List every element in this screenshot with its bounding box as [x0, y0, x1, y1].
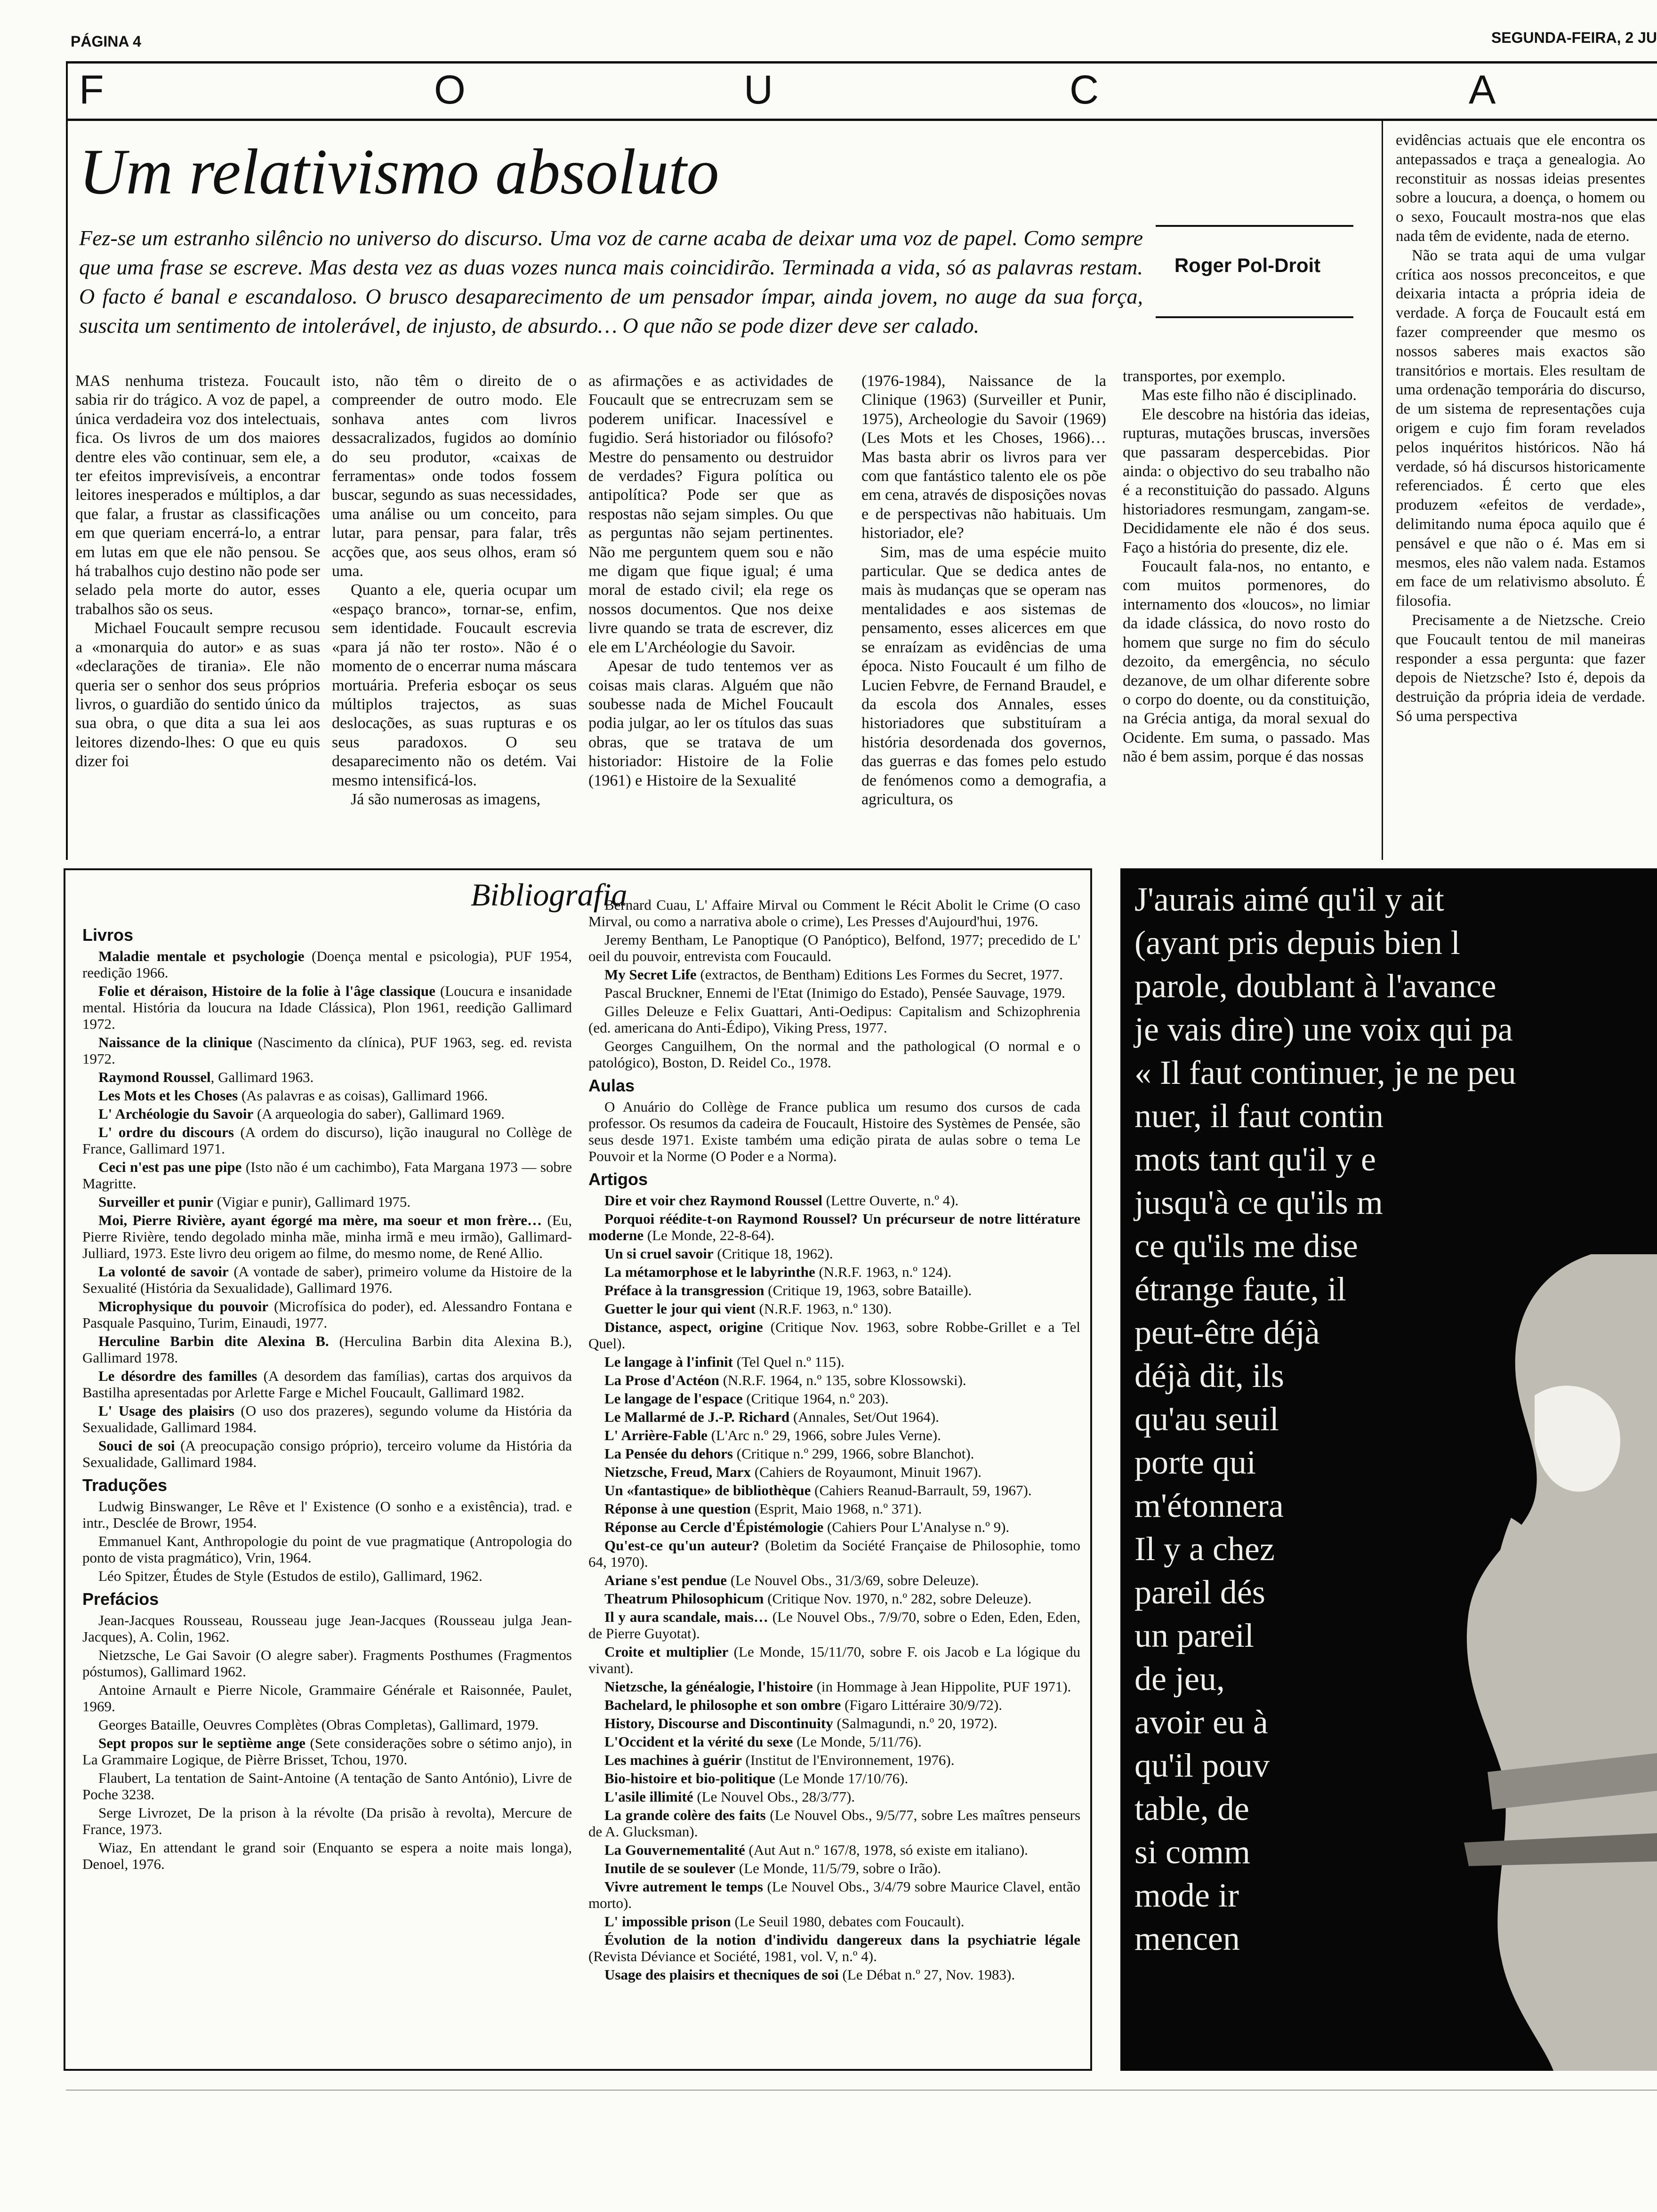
bibliography-entry-title: Les Mots et les Choses	[98, 1087, 238, 1104]
quote-line: nuer, il faut contin	[1134, 1097, 1384, 1135]
bibliography-section-heading: Traduções	[82, 1475, 168, 1495]
bibliography-entry-title: Porquoi réédite-t-on Raymond Roussel? Un précurseur de notre littérature moderne	[588, 1210, 1080, 1243]
header-left-rule	[66, 61, 68, 121]
bibliography-entry: Nietzsche, Freud, Marx (Cahiers de Royaumont, Minuit 1967).	[604, 1464, 981, 1480]
bibliography-entry: Les machines à guérir (Institut de l'Environnement, 1976).	[604, 1752, 955, 1768]
quote-line: mots tant qu'il y e	[1134, 1140, 1376, 1178]
bibliography-entry: Nietzsche, Le Gai Savoir (O alegre saber). Fragments Posthumes (Fragmentos póstumos), Gallimard 1962.	[82, 1647, 572, 1680]
bibliography-section-heading: Aulas	[588, 1076, 635, 1095]
bibliography-entry-title: Inutile de se soulever	[604, 1860, 736, 1876]
bibliography-entry: Réponse au Cercle d'Épistémologie (Cahiers Pour L'Analyse n.º 9).	[604, 1519, 1010, 1535]
quote-line: avoir eu à	[1134, 1703, 1268, 1741]
bibliography-entry-title: My Secret Life	[604, 966, 697, 983]
bibliography-entry: L' Usage des plaisirs (O uso dos prazeres), segundo volume da História da Sexualidade, Gallimard 1984.	[82, 1403, 572, 1435]
bibliography-entry: Croite et multiplier (Le Monde, 15/11/70, sobre F. ois Jacob e La lógique du vivant).	[588, 1643, 1080, 1676]
bottom-rule	[66, 2090, 1657, 2091]
quote-line: parole, doublant à l'avance	[1134, 967, 1496, 1005]
quote-line: de jeu,	[1134, 1660, 1225, 1698]
headline: Um relativismo absoluto	[79, 136, 719, 208]
quote-line: qu'il pouv	[1134, 1747, 1270, 1784]
paragraph: Ele descobre na história das ideias, rupturas, mutações bruscas, inversões que passaram despercebidas. Pior ainda: o objectivo do seu trabalho não é a reconstituição do passado. Alguns historiadores resmungam, zangam-se. Decididamente ele não é dos seus. Faço a história do presente, diz ele.	[1123, 405, 1370, 556]
bibliography-entry: Les Mots et les Choses (As palavras e as coisas), Gallimard 1966.	[98, 1087, 488, 1104]
bibliography-entry-title: La volonté de savoir	[98, 1263, 229, 1280]
bibliography-entry: Moi, Pierre Rivière, ayant égorgé ma mère, ma soeur et mon frère… (Eu, Pierre Rivière, tendo degolado minha mãe, minha irmã e meu irmão), Gallimard-Julliard, 1973. Este livro deu origem ao filme, do mesmo nome, de René Allio.	[82, 1212, 572, 1261]
bibliography-entry: Georges Canguilhem, On the normal and the pathological (O normal e o patológico), Boston, D. Reidel Co., 1978.	[588, 1038, 1080, 1071]
bibliography-entry: My Secret Life (extractos, de Bentham) Editions Les Formes du Secret, 1977.	[604, 966, 1063, 983]
bibliography-entry: L' impossible prison (Le Seuil 1980, debates com Foucault).	[604, 1913, 965, 1930]
bibliography-entry: Wiaz, En attendant le grand soir (Enquanto se espera a noite mais longa), Denoel, 1976.	[82, 1839, 572, 1872]
bibliography-entry-title: History, Discourse and Discontinuity	[604, 1715, 833, 1731]
bibliography-entry-title: Réponse à une question	[604, 1500, 751, 1517]
bibliography-entry-title: L' impossible prison	[604, 1913, 731, 1930]
bibliography-entry-title: Nietzsche, la généalogie, l'histoire	[604, 1678, 813, 1695]
paragraph: Quanto a ele, queria ocupar um «espaço branco», tornar-se, enfim, sem identidade. Foucault escrevia «para já não ter rosto». Não é o momento de o encerrar numa máscara mortuária. Preferia esboçar os seus múltiplos trajectos, as suas deslocações, as suas rupturas e os seus paradoxos. O seu desaparecimento não os detém. Vai mesmo intensificá-los.	[332, 581, 577, 789]
bibliography-entry-title: Microphysique du pouvoir	[98, 1298, 268, 1314]
bibliography-entry: La Gouvernementalité (Aut Aut n.º 167/8, 1978, só existe em italiano).	[604, 1842, 1028, 1858]
bibliography-entry-title: Distance, aspect, origine	[604, 1319, 763, 1335]
bibliography-entry: Vivre autrement le temps (Le Nouvel Obs., 3/4/79 sobre Maurice Clavel, então morto).	[588, 1878, 1080, 1911]
bibliography-section-heading: Prefácios	[82, 1589, 159, 1609]
bibliography-entry: L'asile illimité (Le Nouvel Obs., 28/3/77).	[604, 1788, 855, 1805]
bibliography-entry-title: Dire et voir chez Raymond Roussel	[604, 1192, 822, 1209]
bibliography-entry: Préface à la transgression (Critique 19, 1963, sobre Bataille).	[604, 1282, 972, 1298]
bibliography-entry: Le langage à l'infinit (Tel Quel n.º 115).	[604, 1354, 845, 1370]
paragraph: Apesar de tudo tentemos ver as coisas mais claras. Alguém que não soubesse nada de Michel Foucault podia julgar, ao ler os títulos das suas obras, que se tratava de um historiador: Histoire de la Folie (1961) e Histoire de la Sexualité	[588, 657, 833, 789]
bibliography-entry-title: La grande colère des faits	[604, 1807, 766, 1823]
quote-line: mode ir	[1134, 1876, 1239, 1914]
bibliography-entry: Inutile de se soulever (Le Monde, 11/5/79, sobre o Irão).	[604, 1860, 941, 1876]
article-column-1	[75, 372, 320, 771]
bibliography-entry-title: Évolution de la notion d'individu dangereux dans la psychiatrie légale	[604, 1931, 1080, 1948]
quote-line: étrange faute, il	[1134, 1270, 1346, 1308]
paragraph: (1976-1984), Naissance de la Clinique (1963) (Surveiller et Punir, 1975), Archeologie du Savoir (1969) (Les Mots et les Choses, 1966)… Mas basta abrir os livros para ver com que fantástico talento ele os põe em cena, através de disposições novas e de perspectivas não habituais. Um historiador, ele?	[861, 372, 1106, 542]
bibliography-entry: Réponse à une question (Esprit, Maio 1968, n.º 371).	[604, 1500, 922, 1517]
quote-line: si comm	[1134, 1833, 1250, 1871]
bibliography-entry: Dire et voir chez Raymond Roussel (Lettre Ouverte, n.º 4).	[604, 1192, 959, 1209]
bibliography-entry-title: L'asile illimité	[604, 1788, 693, 1805]
issue-date: SEGUNDA-FEIRA, 2 JU	[1491, 29, 1657, 46]
bibliography-entry-title: Surveiller et punir	[98, 1194, 213, 1210]
bibliography-entry-title: Réponse au Cercle d'Épistémologie	[604, 1519, 824, 1535]
quote-line: je vais dire) une voix qui pa	[1134, 1010, 1513, 1048]
bibliography-entry-title: L'Occident et la vérité du sexe	[604, 1733, 793, 1750]
quote-line: un pareil	[1134, 1617, 1254, 1654]
bibliography-left-column	[82, 920, 572, 1874]
bibliography-right-column	[588, 897, 1080, 1985]
bibliography-entry-title: Il y aura scandale, mais…	[604, 1609, 768, 1625]
bibliography-entry: L' Arrière-Fable (L'Arc n.º 29, 1966, sobre Jules Verne).	[604, 1427, 941, 1443]
bibliography-entry: Ludwig Binswanger, Le Rêve et l' Existence (O sonho e a existência), trad. e intr., Desclée de Browr, 1954.	[82, 1498, 572, 1531]
bibliography-entry: Emmanuel Kant, Anthropologie du point de vue pragmatique (Antropologia do ponto de vista pragmático), Vrin, 1964.	[82, 1533, 572, 1566]
article-column-3	[588, 372, 833, 790]
bibliography-entry: Pascal Bruckner, Ennemi de l'Etat (Inimigo do Estado), Pensée Sauvage, 1979.	[604, 985, 1065, 1001]
article-column-4	[861, 372, 1106, 809]
bibliography-entry: La métamorphose et le labyrinthe (N.R.F. 1963, n.º 124).	[604, 1264, 952, 1280]
bibliography-entry-title: Bachelard, le philosophe et son ombre	[604, 1697, 841, 1713]
page-number: PÁGINA 4	[71, 33, 141, 50]
bibliography-entry: Le Mallarmé de J.-P. Richard (Annales, Set/Out 1964).	[604, 1409, 939, 1425]
bibliography-entry-title: Croite et multiplier	[604, 1643, 729, 1660]
bibliography-entry-title: Maladie mentale et psychologie	[98, 948, 305, 964]
bibliography-entry-title: Qu'est-ce qu'un auteur?	[604, 1537, 760, 1554]
bibliography-entry: Surveiller et punir (Vigiar e punir), Gallimard 1975.	[98, 1194, 411, 1210]
bibliography-entry: La grande colère des faits (Le Nouvel Obs., 9/5/77, sobre Les maîtres penseurs de A. Glucksman).	[588, 1807, 1081, 1840]
quote-line: pareil dés	[1134, 1573, 1265, 1611]
bibliography-entry: Souci de soi (A preocupação consigo próprio), terceiro volume da História da Sexualidade, Gallimard 1984.	[82, 1437, 572, 1470]
section-title-bar	[71, 67, 1657, 114]
bibliography-entry: Herculine Barbin dite Alexina B. (Herculina Barbin dita Alexina B.), Gallimard 1978.	[82, 1333, 572, 1366]
bibliography-entry: L'Occident et la vérité du sexe (Le Monde, 5/11/76).	[604, 1733, 922, 1750]
section-letter: F	[79, 67, 104, 112]
bibliography-entry-title: Le langage de l'espace	[604, 1390, 743, 1407]
quote-line: Il y a chez	[1134, 1530, 1275, 1568]
byline-bottom-rule	[1156, 316, 1353, 318]
article-left-rule	[66, 121, 68, 860]
quote-line: ce qu'ils me dise	[1134, 1227, 1358, 1265]
bibliography-entry: Qu'est-ce qu'un auteur? (Boletim da Société Française de Philosophie, tomo 64, 1970).	[588, 1537, 1080, 1570]
paragraph: isto, não têm o direito de o compreender de outro modo. Ele sonhava antes com livros dessacralizados, fugidos ao domínio do seu produtor, «caixas de ferramentas» onde todos fossem buscar, segundo as suas necessidades, uma análise ou um conceito, para lutar, para pensar, para falar, três acções que, aos seus olhos, eram só uma.	[332, 372, 577, 580]
bibliography-entry-title: L' Usage des plaisirs	[98, 1403, 234, 1419]
bibliography-entry-title: La Pensée du dehors	[604, 1445, 733, 1462]
bibliography-entry: Bernard Cuau, L' Affaire Mirval ou Comment le Récit Abolit le Crime (O caso Mirval, ou como a narrativa abole o crime), Les Presses d'Aujourd'hui, 1976.	[588, 897, 1080, 930]
bibliography-entry: L' ordre du discours (A ordem do discurso), lição inaugural no Collège de France, Gallimard 1971.	[82, 1124, 572, 1157]
section-letter: O	[434, 67, 466, 112]
bibliography-entry-title: Le Mallarmé de J.-P. Richard	[604, 1409, 790, 1425]
bibliography-entry-title: La métamorphose et le labyrinthe	[604, 1264, 815, 1280]
bibliography-entry-title: Nietzsche, Freud, Marx	[604, 1464, 751, 1480]
quote-line: « Il faut continuer, je ne peu	[1134, 1054, 1516, 1091]
paragraph: Não se trata aqui de uma vulgar crítica aos nossos preconceitos, e que deixaria intacta a própria ideia de verdade. A força de Foucault está em fazer compreender que mesmo os nossos saberes mais exactos são transitórios e mortais. Eles resultam de uma ordenação temporária do discurso, de um sistema de representações cuja origem e cujo fim foram revelados pelos inquéritos históricos. Não há verdade, só há discursos historicamente referenciados. É certo que eles produzem «efeitos de verdade», delimitando numa época aquilo que é pensável e que não o é. Mas em si mesmos, eles não valem nada. Estamos em face de um relativismo absoluto. É filosofia.	[1396, 247, 1645, 610]
bibliography-entry: Usage des plaisirs et thecniques de soi (Le Débat n.º 27, Nov. 1983).	[604, 1966, 1015, 1983]
bibliography-entry-title: Le désordre des familles	[98, 1368, 257, 1384]
bibliography-entry: Évolution de la notion d'individu dangereux dans la psychiatrie légale (Revista Déviance et Société, 1981, vol. V, n.º 4).	[588, 1931, 1080, 1964]
bibliography-entry: Porquoi réédite-t-on Raymond Roussel? Un précurseur de notre littérature moderne (Le Monde, 22-8-64).	[588, 1210, 1080, 1243]
bibliography-entry: Guetter le jour qui vient (N.R.F. 1963, n.º 130).	[604, 1300, 892, 1317]
paragraph: evidências actuais que ele encontra os antepassados e traça a genealogia. Ao reconstituir as nossas ideias presentes sobre a loucura, a doença, o homem ou o sexo, Foucault mostra-nos que elas nada têm de evidente, nada de eterno.	[1396, 132, 1645, 245]
bibliography-entry: La volonté de savoir (A vontade de saber), primeiro volume da Histoire de la Sexualité (História da Sexualidade), Gallimard 1976.	[82, 1263, 572, 1296]
bibliography-entry: Theatrum Philosophicum (Critique Nov. 1970, n.º 282, sobre Deleuze).	[604, 1590, 1032, 1607]
paragraph: as afirmações e as actividades de Foucault que se entrecruzam sem se poderem unificar. Inacessível e fugidio. Será historiador ou filósofo? Mestre do pensamento ou destruidor de verdades? Figura política ou antipolítica? Pode ser que as respostas não sejam simples. Ou que as perguntas não sejam pertinentes. Não me perguntem quem sou e não me digam que fique igual; é uma moral de estado civil; ela rege os nossos documentos. Que nos deixe livre quando se trata de escrever, diz ele em L'Archéologie du Savoir.	[588, 372, 833, 656]
bibliography-entry: O Anuário do Collège de France publica um resumo dos cursos de cada professor. Os resumos da cadeira de Foucault, Histoire des Systèmes de Pensée, são seus desde 1971. Existe também uma edição pirata de aulas sobre o tema Le Pouvoir et la Norme (O Poder e a Norma).	[588, 1098, 1080, 1164]
bibliography-entry-title: Bio-histoire et bio-politique	[604, 1770, 775, 1787]
bibliography-entry: La Pensée du dehors (Critique n.º 299, 1966, sobre Blanchot).	[604, 1445, 974, 1462]
bibliography-section-heading: Artigos	[588, 1170, 648, 1189]
quote-line: J'aurais aimé qu'il y ait	[1134, 881, 1444, 918]
bibliography-entry: Antoine Arnault e Pierre Nicole, Grammaire Générale et Raisonnée, Paulet, 1969.	[82, 1682, 572, 1715]
paragraph: Precisamente a de Nietzsche. Creio que Foucault tentou de mil maneiras responder a essa pergunta: que fazer depois de Nietzsche? Isto é, depois da destruição da própria ideia de verdade. Só uma perspectiva	[1396, 611, 1645, 725]
bibliography-entry-title: La Prose d'Actéon	[604, 1372, 719, 1388]
bibliography-entry-title: Ariane s'est pendue	[604, 1572, 727, 1588]
bibliography-entry: Serge Livrozet, De la prison à la révolte (Da prisão à revolta), Mercure de France, 1973.	[82, 1804, 572, 1837]
bibliography-entry: Jean-Jacques Rousseau, Rousseau juge Jean-Jacques (Rousseau julga Jean-Jacques), A. Colin, 1962.	[82, 1612, 572, 1645]
section-letter: U	[744, 67, 773, 112]
bibliography-entry-title: Préface à la transgression	[604, 1282, 764, 1298]
portrait-figure	[1393, 1254, 1657, 2071]
header-top-rule	[66, 61, 1657, 64]
bibliography-entry-title: L' Archéologie du Savoir	[98, 1106, 254, 1122]
bibliography-entry-title: Usage des plaisirs et thecniques de soi	[604, 1966, 839, 1983]
bibliography-section-heading: Livros	[82, 925, 134, 945]
bibliography-entry: Nietzsche, la généalogie, l'histoire (in Hommage à Jean Hippolite, PUF 1971).	[604, 1678, 1071, 1695]
bibliography-entry-title: La Gouvernementalité	[604, 1842, 745, 1858]
bibliography-entry-title: Ceci n'est pas une pipe	[98, 1159, 242, 1175]
paragraph: Foucault fala-nos, no entanto, e com muitos pormenores, do internamento dos «loucos», no limiar da idade clássica, do novo rosto do homem que surge no fim do século dezoito, da emergência, no século dezanove, de um olhar diferente sobre o corpo do doente, ou da constituição, na Grécia antiga, da moral sexual do Ocidente. Em suma, o passado. Mas não é bem assim, porque é das nossas	[1123, 558, 1370, 766]
column-divider	[1382, 121, 1383, 860]
article-column-6	[1396, 131, 1645, 726]
bibliography-entry: La Prose d'Actéon (N.R.F. 1964, n.º 135, sobre Klossowski).	[604, 1372, 966, 1388]
bibliography-entry-title: Un «fantastique» de bibliothèque	[604, 1482, 811, 1499]
bibliography-entry-title: Le langage à l'infinit	[604, 1354, 733, 1370]
article-column-5	[1123, 367, 1370, 767]
quote-line: porte qui	[1134, 1443, 1256, 1481]
byline-top-rule	[1156, 225, 1353, 227]
quote-line: table, de	[1134, 1790, 1249, 1827]
bibliography-entry: Le langage de l'espace (Critique 1964, n.º 203).	[604, 1390, 889, 1407]
bibliography-entry: Bio-histoire et bio-politique (Le Monde 17/10/76).	[604, 1770, 909, 1787]
paragraph: MAS nenhuma tristeza. Foucault sabia rir do trágico. A voz de papel, a única verdadeira voz dos intelectuais, fica. Os livros de um dos maiores dentre eles vão continuar, sem ele, a ter efeitos imprevisíveis, a encontrar leitores inesperados e múltiplos, a dar que falar, a frustar as classificações em que queriam encerrá-lo, a entrar em lutas em que ele não pensou. Se há trabalhos cujo destino não pode ser selado pela morte do autor, esses trabalhos são os seus.	[75, 372, 320, 618]
bibliography-entry: Le désordre des familles (A desordem das famílias), cartas dos arquivos da Bastilha apresentadas por Arlette Farge e Michel Foucault, Gallimard 1982.	[82, 1368, 572, 1401]
bibliography-entry: Léo Spitzer, Études de Style (Estudos de estilo), Gallimard, 1962.	[98, 1568, 483, 1584]
paragraph: Mas este filho não é disciplinado.	[1142, 386, 1357, 404]
bibliography-entry: Un si cruel savoir (Critique 18, 1962).	[604, 1245, 833, 1262]
byline: Roger Pol-Droit	[1174, 254, 1321, 276]
bibliography-entry-title: Folie et déraison, Histoire de la folie à l'âge classique	[98, 983, 435, 999]
bibliography-entry: Sept propos sur le septième ange (Sete considerações sobre o sétimo anjo), in La Grammaire Logique, de Pièrre Brisset, Tchou, 1970.	[82, 1735, 572, 1768]
paragraph: Michael Foucault sempre recusou a «monarquia do autor» e as suas «declarações de tirania». Ele não queria ser o senhor dos seus próprios livros, o guardião do sentido único da sua obra, o que dita a sua lei aos leitores dizendo-lhes: O que eu quis dizer foi	[75, 619, 320, 770]
section-letter: C	[1070, 67, 1099, 112]
bibliography-entry: Ceci n'est pas une pipe (Isto não é um cachimbo), Fata Margana 1973 — sobre Magritte.	[82, 1159, 572, 1192]
bibliography-entry-title: Naissance de la clinique	[98, 1034, 252, 1050]
bibliography-entry: Gilles Deleuze e Felix Guattari, Anti-Oedipus: Capitalism and Schizophrenia (ed. americana do Anti-Édipo), Viking Press, 1977.	[588, 1003, 1080, 1036]
bibliography-entry: Microphysique du pouvoir (Microfísica do poder), ed. Alessandro Fontana e Pasquale Pasquino, Turim, Einaudi, 1977.	[82, 1298, 572, 1331]
bibliography-entry-title: L' Arrière-Fable	[604, 1427, 708, 1443]
bibliography-entry: Flaubert, La tentation de Saint-Antoine (A tentação de Santo António), Livre de Poche 3238.	[82, 1770, 572, 1803]
paragraph: Sim, mas de uma espécie muito particular. Que se dedica antes de mais às mudanças que se operam nas mentalidades e aos sistemas de pensamento, esses alicerces em que se enraízam as evidências de uma época. Nisto Foucault é um filho de Lucien Febvre, de Fernand Braudel, e da escola dos Annales, esses historiadores que substituíram a história desordenada dos governos, das guerras e das fomes pelo estudo de fenómenos como a demografia, a agricultura, os	[861, 543, 1106, 808]
article-column-2	[332, 372, 577, 809]
quote-line: peut-être déjà	[1134, 1314, 1320, 1351]
quote-line: mencen	[1134, 1920, 1240, 1957]
quote-line: déjà dit, ils	[1134, 1357, 1284, 1395]
bibliography-entry-title: Souci de soi	[98, 1437, 175, 1454]
section-letter: A	[1469, 67, 1496, 112]
header-bottom-rule	[66, 119, 1657, 121]
quote-line: (ayant pris depuis bien l	[1134, 924, 1460, 962]
bibliography-entry-title: Moi, Pierre Rivière, ayant égorgé ma mère, ma soeur et mon frère…	[98, 1212, 542, 1228]
bibliography-entry: Maladie mentale et psychologie (Doença mental e psicologia), PUF 1954, reedição 1966.	[82, 948, 572, 981]
bibliography-entry: Il y aura scandale, mais… (Le Nouvel Obs., 7/9/70, sobre o Eden, Eden, Eden, de Pierre Guyotat).	[588, 1609, 1081, 1642]
bibliography-entry: L' Archéologie du Savoir (A arqueologia do saber), Gallimard 1969.	[98, 1106, 505, 1122]
bibliography-entry: Raymond Roussel, Gallimard 1963.	[98, 1069, 314, 1085]
bibliography-entry-title: Raymond Roussel	[98, 1069, 211, 1085]
bibliography-entry: Distance, aspect, origine (Critique Nov. 1963, sobre Robbe-Grillet e a Tel Quel).	[588, 1319, 1080, 1352]
bibliography-entry-title: L' ordre du discours	[98, 1124, 234, 1140]
bibliography-entry-title: Guetter le jour qui vient	[604, 1300, 756, 1317]
bibliography-entry: Un «fantastique» de bibliothèque (Cahiers Reanud-Barrault, 59, 1967).	[604, 1482, 1032, 1499]
bibliography-entry-title: Herculine Barbin dite Alexina B.	[98, 1333, 329, 1349]
portrait-photo	[1120, 868, 1657, 2071]
bibliography-entry: Georges Bataille, Oeuvres Complètes (Obras Completas), Gallimard, 1979.	[98, 1716, 539, 1733]
quote-line: jusqu'à ce qu'ils m	[1134, 1184, 1383, 1221]
bibliography-entry-title: Vivre autrement le temps	[604, 1878, 763, 1895]
bibliography-entry: History, Discourse and Discontinuity (Salmagundi, n.º 20, 1972).	[604, 1715, 997, 1731]
bibliography-entry: Naissance de la clinique (Nascimento da clínica), PUF 1963, seg. ed. revista 1972.	[82, 1034, 572, 1067]
lede: Fez-se um estranho silêncio no universo do discurso. Uma voz de carne acaba de deixar uma voz de papel. Como sempre que uma frase se escreve. Mas desta vez as duas vozes nunca mais coincidirão. Terminada a vida, só as palavras restam. O facto é banal e escandaloso. O brusco desaparecimento de um pensador ímpar, ainda jovem, no auge da sua força, suscita um sentimento de intolerável, de injusto, de absurdo… O que não se pode dizer deve ser calado.	[79, 226, 1143, 337]
paragraph: transportes, por exemplo.	[1123, 368, 1286, 385]
bibliography-entry-title: Un si cruel savoir	[604, 1245, 714, 1262]
bibliography-entry-title: Les machines à guérir	[604, 1752, 742, 1768]
quote-line: qu'au seuil	[1134, 1400, 1279, 1438]
bibliography-entry: Jeremy Bentham, Le Panoptique (O Panóptico), Belfond, 1977; precedido de L' oeil du pouvoir, entrevista com Foucauld.	[588, 931, 1080, 964]
bibliography-entry: Ariane s'est pendue (Le Nouvel Obs., 31/3/69, sobre Deleuze).	[604, 1572, 979, 1588]
bibliography-entry-title: Sept propos sur le septième ange	[98, 1735, 306, 1751]
bibliography-entry: Bachelard, le philosophe et son ombre (Figaro Littéraire 30/9/72).	[604, 1697, 1002, 1713]
bibliography-entry-title: Theatrum Philosophicum	[604, 1590, 764, 1607]
bibliography-title: Bibliografia	[471, 877, 627, 913]
bibliography-entry: Folie et déraison, Histoire de la folie à l'âge classique (Loucura e insanidade mental. História da loucura na Idade Clássica), Plon 1961, reedição Gallimard 1972.	[82, 983, 572, 1032]
quote-line: m'étonnera	[1134, 1487, 1284, 1524]
paragraph: Já são numerosas as imagens,	[351, 790, 541, 808]
